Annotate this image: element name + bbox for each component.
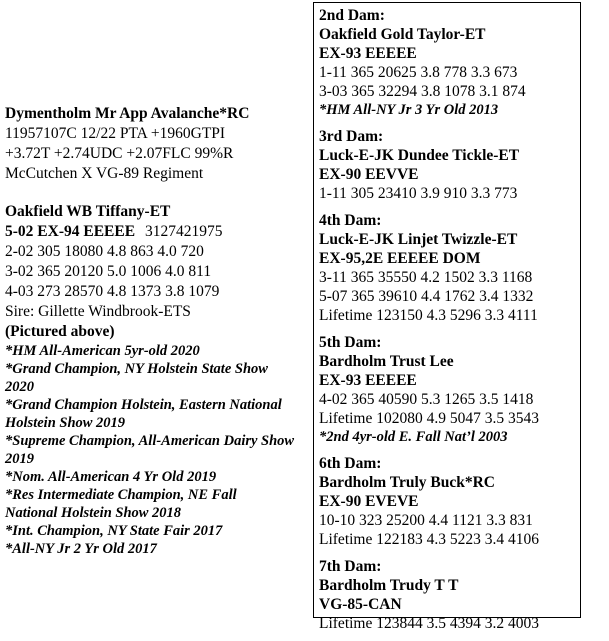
ancestor-record: 1-11 305 23410 3.9 910 3.3 773: [319, 185, 518, 202]
ancestor-record: 10-10 323 25200 4.4 1121 3.3 831: [319, 512, 533, 529]
sire-name: Dymentholm Mr App Avalanche*RC: [5, 105, 250, 122]
ancestor-record: 3-11 365 35550 4.2 1502 3.3 1168: [319, 269, 533, 286]
ancestor-classification: EX-95,2E EEEEE DOM: [319, 250, 481, 267]
ancestor-lifetime-record: Lifetime 123150 4.3 5296 3.3 4111: [319, 307, 538, 324]
ancestor-lifetime-record: Lifetime 123844 3.5 4394 3.2 4003: [319, 615, 539, 632]
ancestor-lifetime-record: Lifetime 102080 4.9 5047 3.5 3543: [319, 410, 539, 427]
dam-heading: 6th Dam:: [319, 455, 382, 472]
sire-info-line: McCutchen X VG-89 Regiment: [5, 165, 204, 182]
dam-honor: *Res Intermediate Champion, NE Fall National Holstein Show 2018: [5, 487, 237, 521]
sire-info-line: +3.72T +2.74UDC +2.07FLC 99%R: [5, 145, 234, 162]
dam-sire-line: Sire: Gillette Windbrook-ETS: [5, 303, 191, 320]
dam-honor: *Nom. All-American 4 Yr Old 2019: [5, 469, 217, 485]
ancestor-name: Bardholm Truly Buck*RC: [319, 474, 495, 491]
ancestor-record: 4-02 365 40590 5.3 1265 3.5 1418: [319, 391, 534, 408]
dam-heading: 2nd Dam:: [319, 7, 385, 24]
sire-info-line: 11957107C 12/22 PTA +1960GTPI: [5, 125, 226, 142]
ancestor-name: Oakfield Gold Taylor-ET: [319, 26, 486, 43]
dam-honor: *HM All-American 5yr-old 2020: [5, 343, 200, 359]
ancestor-record: 3-03 365 32294 3.8 1078 3.1 874: [319, 83, 526, 100]
ancestor-classification: EX-90 EEVVE: [319, 166, 419, 183]
ancestor-honor: *2nd 4yr-old E. Fall Nat’l 2003: [319, 429, 508, 445]
ancestor-name: Bardholm Trust Lee: [319, 353, 454, 370]
ancestor-classification: EX-90 EVEVE: [319, 493, 419, 510]
ancestor-lifetime-record: Lifetime 122183 4.3 5223 3.4 4106: [319, 531, 539, 548]
pedigree-box: [313, 2, 581, 632]
dam-heading: 7th Dam:: [319, 558, 382, 575]
ancestor-record: 5-07 365 39610 4.4 1762 3.4 1332: [319, 288, 534, 305]
sire-and-dam-section: [5, 104, 305, 558]
dam-reg-number: 3127421975: [144, 223, 223, 240]
dam-record: 3-02 365 20120 5.0 1006 4.0 811: [5, 263, 212, 280]
ancestor-name: Bardholm Trudy T T: [319, 577, 459, 594]
dam-honor: *All-NY Jr 2 Yr Old 2017: [5, 541, 157, 557]
ancestor-record: 1-11 365 20625 3.8 778 3.3 673: [319, 64, 518, 81]
ancestor-classification: EX-93 EEEEE: [319, 45, 417, 62]
dam-record: 4-03 273 28570 4.8 1373 3.8 1079: [5, 283, 220, 300]
dam-honor: *Int. Champion, NY State Fair 2017: [5, 523, 223, 539]
dam-record: 2-02 305 18080 4.8 863 4.0 720: [5, 243, 204, 260]
dam-heading: 5th Dam:: [319, 334, 382, 351]
ancestor-name: Luck-E-JK Dundee Tickle-ET: [319, 147, 520, 164]
dam-heading: 4th Dam:: [319, 212, 382, 229]
ancestor-name: Luck-E-JK Linjet Twizzle-ET: [319, 231, 518, 248]
dam-name: Oakfield WB Tiffany-ET: [5, 203, 171, 220]
dam-classification-line: [5, 222, 305, 242]
ancestor-classification: VG-85-CAN: [319, 596, 402, 613]
pictured-note: (Pictured above): [5, 323, 115, 340]
dam-honor: *Grand Champion, NY Holstein State Show 2020: [5, 361, 268, 395]
ancestor-classification: EX-93 EEEEE: [319, 372, 417, 389]
dam-honor: *Grand Champion Holstein, Eastern National Holstein Show 2019: [5, 397, 282, 431]
dam-honor: *Supreme Champion, All-American Dairy Show 2019: [5, 433, 295, 467]
ancestor-honor: *HM All-NY Jr 3 Yr Old 2013: [319, 102, 499, 118]
dam-classification: 5-02 EX-94 EEEEE: [5, 223, 136, 240]
dam-heading: 3rd Dam:: [319, 128, 384, 145]
